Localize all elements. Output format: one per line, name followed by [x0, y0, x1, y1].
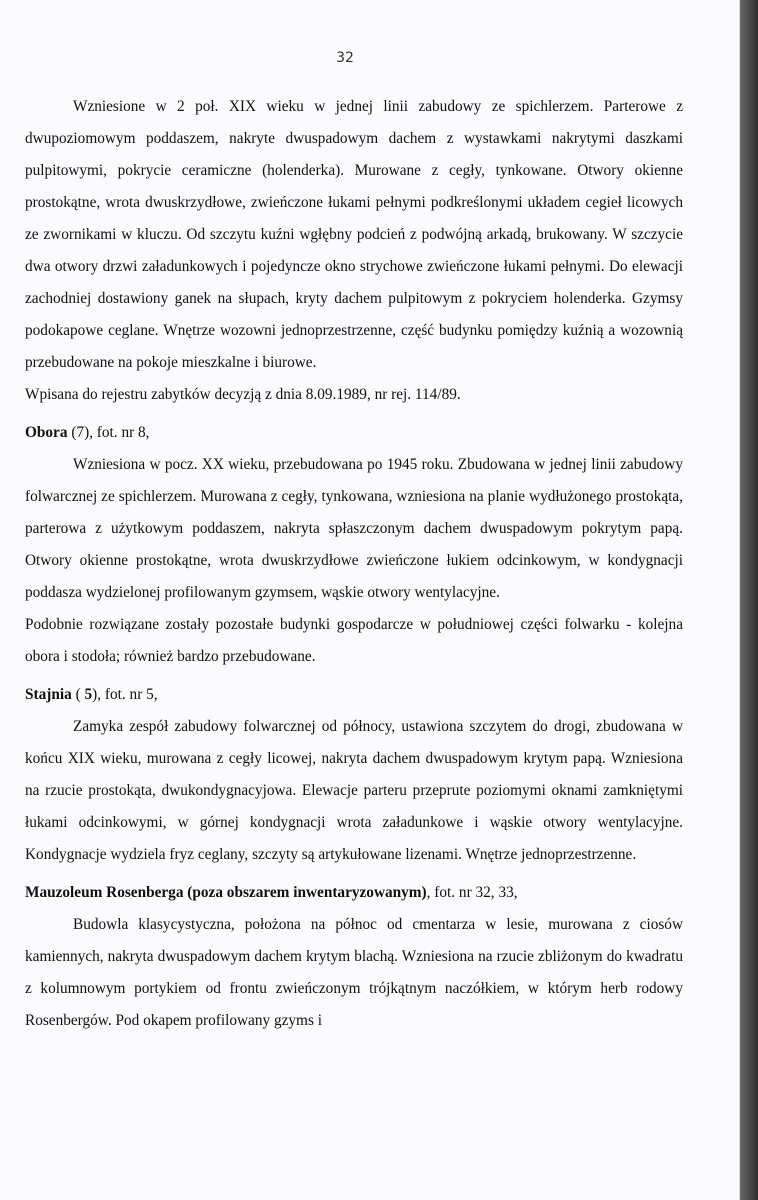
heading-obora-ref: (7), fot. nr 8, — [67, 424, 150, 441]
heading-stajnia — [25, 679, 683, 711]
paragraph-wozownia: Wzniesione w 2 poł. XIX wieku w jednej linii zabudowy ze spichlerzem. Parterowe z dwupoziomowym poddaszem, nakryte dwuspadowym dachem z wystawkami nakrytymi daszkami pulpitowymi, pokrycie ceramiczne (holenderka). Murowane z cegły, tynkowane. Otwory okienne prostokątne, wrota dwuskrzydłowe, zwieńczone łukami pełnymi podkreślonymi układem cegieł licowych ze zwornikami w kluczu. Od szczytu kuźni wgłębny podcień z podwójną arkadą, brukowany. W szczycie dwa otwory drzwi załadunkowych i pojedyncze okno strychowe zwieńczone łukami pełnymi. Do elewacji zachodniej dostawiony ganek na słupach, kryty dachem pulpitowym z pokryciem holenderka. Gzymsy podokapowe ceglane. Wnętrze wozowni jednoprzestrzenne, część budynku pomiędzy kuźnią a wozownią przebudowane na pokoje mieszkalne i biurowe. — [25, 98, 683, 371]
heading-stajnia-number: 5 — [84, 686, 93, 703]
paragraph-registry: Wpisana do rejestru zabytków decyzją z dnia 8.09.1989, nr rej. 114/89. — [25, 386, 461, 403]
heading-stajnia-ref: ), fot. nr 5, — [92, 686, 158, 703]
heading-mauzoleum-title: Mauzoleum Rosenberga (poza obszarem inwentaryzowanym) — [25, 884, 427, 901]
heading-stajnia-open: ( — [71, 686, 85, 703]
document-body — [25, 91, 683, 1037]
paragraph-mauzoleum: Budowla klasycystyczna, położona na północ od cmentarza w lesie, murowana z ciosów kamiennych, nakryta dwuspadowym dachem krytym blachą. Wzniesiona na rzucie zbliżonym do kwadratu z kolumnowym portykiem od frontu zwieńczonym trójkątnym naczółkiem, w którym herb rodowy Rosenbergów. Pod okapem profilowany gzyms i — [25, 916, 683, 1029]
heading-stajnia-title: Stajnia — [25, 686, 72, 703]
paragraph-other-buildings: Podobnie rozwiązane zostały pozostałe budynki gospodarcze w południowej części folwarku - kolejna obora i stodoła; również bardzo przebudowane. — [25, 616, 683, 665]
paragraph-stajnia: Zamyka zespół zabudowy folwarcznej od północy, ustawiona szczytem do drogi, zbudowana w końcu XIX wieku, murowana z cegły licowej, nakryta dachem dwuspadowym krytym papą. Wzniesiona na rzucie prostokąta, dwukondygnacyjowa. Elewacje parteru przeprute poziomymi oknami zamkniętymi łukami odcinkowymi, w górnej kondygnacji wrota załadunkowe i wąskie otwory wentylacyjne. Kondygnacje wydziela fryz ceglany, szczyty są artykułowane lizenami. Wnętrze jednoprzestrzenne. — [25, 718, 683, 863]
paragraph-obora: Wzniesiona w pocz. XX wieku, przebudowana po 1945 roku. Zbudowana w jednej linii zabudowy folwarcznej ze spichlerzem. Murowana z cegły, tynkowana, wzniesiona na planie wydłużonego prostokąta, parterowa z użytkowym poddaszem, nakryta spłaszczonym dachem dwuspadowym pokrytym papą. Otwory okienne prostokątne, wrota dwuskrzydłowe zwieńczone łukiem odcinkowym, w kondygnacji poddasza wydzielonej profilowanym gzymsem, wąskie otwory wentylacyjne. — [25, 456, 683, 601]
heading-mauzoleum — [25, 877, 683, 909]
scan-edge — [740, 0, 758, 1200]
heading-mauzoleum-ref: , fot. nr 32, 33, — [426, 884, 518, 901]
heading-obora-title: Obora — [25, 424, 68, 441]
page-number: 32 — [336, 50, 354, 66]
heading-obora — [25, 417, 683, 449]
